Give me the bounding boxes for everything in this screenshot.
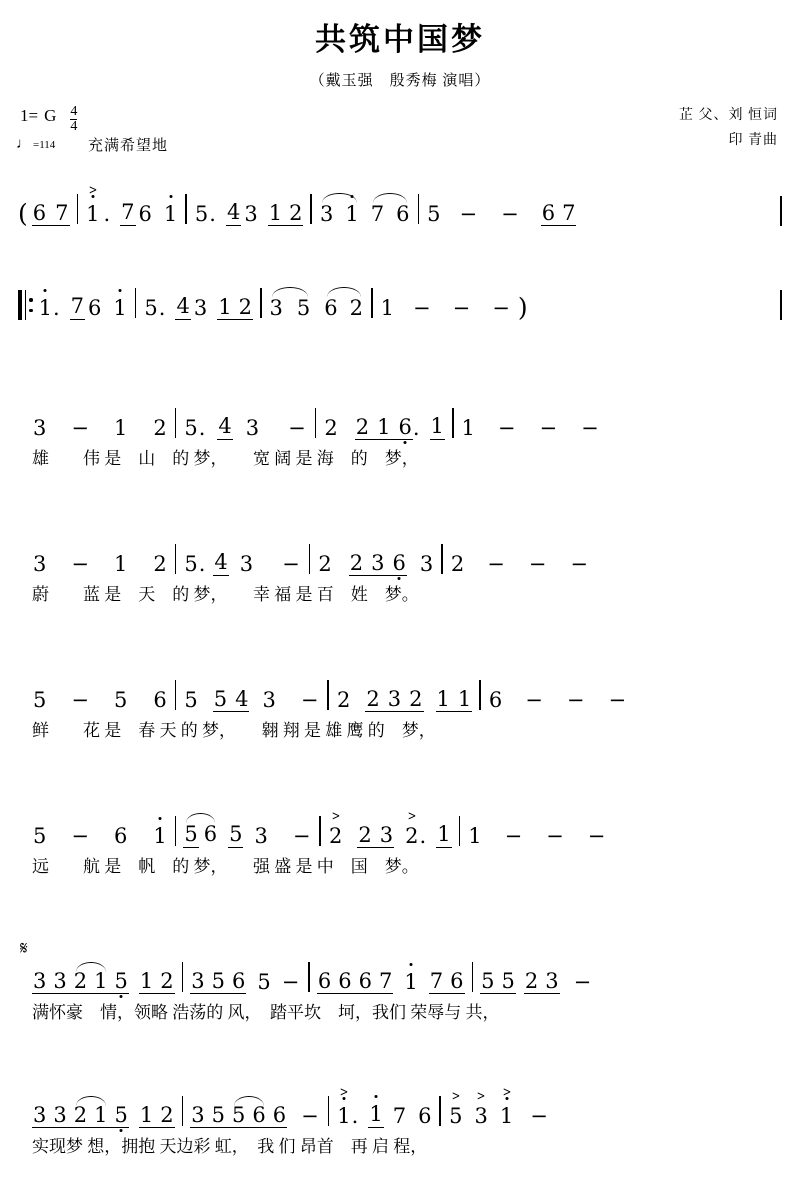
barline (182, 1096, 184, 1126)
note: 6 (450, 969, 464, 993)
beam-group (429, 971, 465, 994)
beam-group (213, 689, 250, 712)
barline-end (780, 1098, 782, 1128)
note: 6 (398, 415, 412, 439)
note: 1 (437, 822, 451, 846)
note: 3 (545, 969, 559, 993)
note: 5 (231, 1103, 246, 1127)
note: 1 (94, 1103, 108, 1127)
notes-row (18, 186, 782, 226)
open-paren: ( (18, 199, 28, 228)
barline (418, 194, 420, 224)
note: 5 (184, 822, 198, 846)
note: 5 (113, 688, 128, 712)
note: 5 (296, 296, 311, 320)
sustain-dash: − (525, 688, 543, 712)
beam-group (268, 203, 304, 226)
note: 1 (94, 969, 108, 993)
note: > 1 (499, 1104, 514, 1128)
note: 1 (113, 296, 127, 320)
system-chorus-2 (18, 1088, 782, 1192)
barline-end (780, 682, 782, 712)
note: 5 (184, 688, 198, 712)
tie-slur (269, 296, 312, 320)
note: 5 (184, 416, 198, 440)
note: 4 (214, 550, 228, 574)
note: 2 (366, 687, 380, 711)
note: 6 (541, 201, 556, 225)
note: 5 (481, 969, 495, 993)
beam-group (541, 203, 577, 226)
barline (441, 544, 443, 574)
note: 1 (404, 970, 418, 994)
note: 5 (211, 1103, 225, 1127)
beam-group (139, 1105, 175, 1128)
beam-group (32, 1105, 129, 1128)
sustain-dash: − (566, 688, 585, 712)
beam-group (436, 689, 473, 712)
expression-marking: 充满希望地 (88, 138, 169, 154)
time-signature-numerator: 4 (70, 104, 78, 119)
beam-group (139, 971, 175, 994)
beam-group (317, 971, 394, 994)
note: 1 (430, 414, 444, 438)
sheet-music-page (0, 14, 800, 1182)
sustain-dash: − (292, 824, 311, 848)
note: 1 (457, 687, 472, 711)
note: 2 (318, 552, 332, 576)
beam-group (524, 971, 560, 994)
note: 3 (33, 416, 47, 440)
tempo-marking (16, 136, 55, 153)
note: 3 (379, 823, 394, 847)
note: 6 (138, 202, 152, 226)
notes-row (18, 808, 782, 848)
note: 2 (153, 416, 167, 440)
sustain-dash: − (71, 688, 89, 712)
tie-slur (323, 296, 364, 320)
barline (185, 194, 187, 224)
note: 3 (193, 296, 208, 320)
augmentation-dot: . (198, 552, 206, 576)
note: 5 (501, 969, 515, 993)
sustain-dash: − (452, 296, 471, 320)
beam-group (349, 553, 407, 576)
note: 3 (191, 969, 205, 993)
notes-row (18, 672, 782, 712)
note: 2 (349, 296, 364, 320)
tie-slur (319, 202, 360, 226)
lyrics-row: 雄 伟 是 山 的 梦， 宽 阔 是 海 的 梦， (32, 448, 419, 468)
note: 1 (163, 202, 178, 226)
note: 2 (160, 969, 174, 993)
sustain-dash: − (546, 824, 564, 848)
sustain-dash: − (300, 688, 319, 712)
note: 4 (226, 200, 241, 224)
beam-group (355, 417, 413, 440)
note: 3 (244, 202, 258, 226)
sustain-dash: − (608, 688, 627, 712)
note: 2 (524, 969, 539, 993)
note: 3 (371, 551, 385, 575)
note: 5 (33, 824, 47, 848)
note: 5 (211, 969, 225, 993)
note: 3 (33, 1103, 47, 1127)
sustain-dash: − (504, 824, 523, 848)
note: 6 (252, 1103, 266, 1127)
augmentation-dot: . (198, 416, 206, 440)
note: 2 (450, 552, 465, 576)
note: 3 (191, 1103, 205, 1127)
augmentation-dot: . (52, 296, 60, 320)
barline (439, 1096, 441, 1126)
barline (135, 288, 137, 318)
note: 3 (262, 688, 276, 712)
sustain-dash: − (413, 296, 431, 320)
note: 4 (176, 294, 190, 318)
barline-end (780, 196, 782, 226)
barline (459, 816, 461, 846)
credit-lyricist: 芷 父、刘 恒词 (679, 108, 778, 123)
note: 1 (113, 416, 128, 440)
barline-end (780, 964, 782, 994)
key-label: 1= (20, 106, 39, 125)
sustain-dash: − (301, 1104, 319, 1128)
sustain-dash: − (497, 416, 516, 440)
note: 5 (33, 688, 47, 712)
note: 3 (33, 969, 47, 993)
note: 6 (418, 1104, 432, 1128)
sustain-dash: − (71, 416, 89, 440)
note: 3 (33, 552, 47, 576)
system-verse-2 (18, 536, 782, 640)
note: 7 (562, 201, 576, 225)
system-chorus-1 (18, 938, 782, 1058)
beam-group (190, 971, 246, 994)
beam-group (32, 203, 70, 226)
notes-row (18, 536, 782, 576)
lyrics-row: 鲜 花 是 春 天 的 梦， 翱 翔 是 雄 鹰 的 梦， (32, 720, 436, 740)
sustain-dash: − (459, 202, 478, 226)
note: 1 (468, 824, 482, 848)
sustain-dash: − (487, 552, 505, 576)
augmentation-dot: . (412, 416, 420, 440)
notes-row (18, 400, 782, 440)
note: 6 (203, 822, 218, 846)
note: 7 (370, 202, 385, 226)
lyrics-row: 实现梦 想，拥抱 天边彩 虹， 我 们 昂首 再 启 程， (32, 1136, 428, 1156)
sustain-dash: − (573, 970, 592, 994)
credits (679, 104, 778, 153)
note: 6 (317, 969, 332, 993)
barline (182, 962, 184, 992)
note: 6 (153, 688, 167, 712)
sustain-dash: − (501, 202, 519, 226)
barline-end (780, 546, 782, 576)
note: 3 (53, 1103, 67, 1127)
barline (175, 816, 177, 846)
note: 4 (218, 414, 232, 438)
note: 5 (114, 969, 128, 993)
barline (309, 544, 311, 574)
note: > 2 (404, 824, 419, 848)
note: 4 (235, 687, 249, 711)
tempo-value: =114 (33, 139, 56, 151)
note: 2 (324, 416, 338, 440)
close-paren: ) (517, 293, 528, 322)
augmentation-dot: . (419, 824, 427, 848)
barline (77, 194, 79, 224)
key-signature (20, 106, 77, 134)
barline-end (780, 818, 782, 848)
note: 5 (213, 687, 228, 711)
note: 6 (338, 969, 352, 993)
note: > 1 (85, 202, 100, 226)
note: > 1 (336, 1104, 351, 1128)
repeat-start-barline (18, 288, 33, 320)
performers-subtitle: （戴玉强 殷秀梅 演唱） (309, 73, 491, 89)
sustain-dash: − (530, 1104, 548, 1128)
note: 2 (160, 1103, 174, 1127)
system-intro-2 (18, 280, 782, 354)
note: 6 (88, 296, 102, 320)
system-intro-1 (18, 186, 782, 260)
note: 6 (113, 824, 128, 848)
barline (452, 408, 454, 438)
note: 7 (121, 200, 135, 224)
note: 1 (268, 201, 283, 225)
barline (315, 408, 317, 438)
note: 3 (419, 552, 434, 576)
note: 5 (257, 970, 271, 994)
note: 6 (272, 1103, 287, 1127)
sustain-dash: − (282, 552, 300, 576)
sustain-dash: − (71, 552, 89, 576)
time-signature-denominator: 4 (70, 119, 78, 134)
note: 6 (231, 969, 246, 993)
augmentation-dot: . (158, 296, 166, 320)
note: 3 (320, 202, 334, 226)
note: 6 (488, 688, 503, 712)
note: 2 (153, 552, 167, 576)
beam-group (217, 297, 253, 320)
time-signature (70, 105, 77, 134)
sustain-dash: − (528, 552, 547, 576)
note: 2 (73, 969, 88, 993)
beam-group (357, 825, 394, 848)
barline (175, 544, 177, 574)
note: 2 (289, 201, 303, 225)
credit-composer: 印 青曲 (728, 132, 778, 148)
note: 7 (379, 969, 393, 993)
note: 2 (73, 1103, 88, 1127)
note: 7 (429, 969, 444, 993)
system-verse-4 (18, 808, 782, 912)
sustain-dash: − (570, 552, 589, 576)
barline (371, 288, 373, 318)
note: 7 (392, 1104, 407, 1128)
note: 5 (229, 822, 243, 846)
note: 6 (324, 296, 338, 320)
note: 2 (409, 687, 423, 711)
notes-row (18, 954, 782, 994)
tie-slur (370, 202, 411, 226)
note: 1 (153, 824, 167, 848)
note: 6 (396, 202, 410, 226)
note: 2 (358, 823, 372, 847)
note: 2 (238, 295, 252, 319)
note: 5 (184, 552, 198, 576)
sustain-dash: − (71, 824, 89, 848)
beam-group (190, 1105, 287, 1128)
note: 3 (53, 969, 67, 993)
barline (308, 962, 310, 992)
notes-row (18, 280, 782, 320)
sustain-dash: − (581, 416, 599, 440)
page-title: 共筑中国梦 (315, 22, 485, 58)
system-verse-1 (18, 400, 782, 504)
barline-end (780, 290, 782, 320)
quarter-note-icon: ♩ (16, 136, 31, 152)
note: 1 (461, 416, 475, 440)
note: 1 (436, 687, 450, 711)
note: 5 (194, 202, 209, 226)
barline-end (780, 410, 782, 440)
note: 1 (218, 295, 232, 319)
note: 7 (70, 294, 85, 318)
barline (260, 288, 262, 318)
note: 2 (349, 551, 364, 575)
note: 6 (358, 969, 373, 993)
note: 3 (269, 296, 283, 320)
barline (175, 408, 177, 438)
note: 3 (239, 552, 254, 576)
note: > 3 (473, 1104, 488, 1128)
note: 5 (427, 202, 441, 226)
note: > 2 (328, 824, 343, 848)
barline (479, 680, 481, 710)
note: 1 (380, 296, 394, 320)
note: 3 (245, 416, 260, 440)
beam-group (480, 971, 516, 994)
augmentation-dot: . (351, 1104, 359, 1128)
barline (310, 194, 312, 224)
note: 3 (254, 824, 268, 848)
note: 6 (32, 201, 47, 225)
sustain-dash: − (539, 416, 558, 440)
note: 7 (55, 201, 69, 225)
note: 1 (139, 1103, 154, 1127)
sustain-dash: − (281, 970, 300, 994)
barline (319, 816, 321, 846)
note: 2 (337, 688, 351, 712)
augmentation-dot: . (103, 202, 111, 226)
note: 1 (113, 552, 128, 576)
note: 1 (345, 202, 359, 226)
note: 5 (114, 1103, 128, 1127)
score-metadata (0, 98, 800, 164)
note: 6 (392, 551, 406, 575)
segno-icon: 𝄋 (20, 938, 28, 958)
lyrics-row: 蔚 蓝 是 天 的 梦， 幸 福 是 百 姓 梦。 (32, 584, 419, 604)
barline (328, 1096, 330, 1126)
sustain-dash: − (492, 296, 510, 320)
notes-row (18, 1088, 782, 1128)
system-verse-3 (18, 672, 782, 776)
sustain-dash: − (288, 416, 306, 440)
note: 5 (144, 296, 158, 320)
lyrics-row: 满怀豪 情，领略 浩荡的 风， 踏平坎 坷，我们 荣辱与 共， (32, 1002, 500, 1022)
note: 2 (355, 415, 370, 439)
barline (327, 680, 329, 710)
tie-slur (183, 822, 218, 848)
note: > 5 (448, 1104, 463, 1128)
barline (472, 962, 474, 992)
lyrics-row: 远 航 是 帆 的 梦， 强 盛 是 中 国 梦。 (32, 856, 419, 876)
note: 1 (369, 1102, 383, 1126)
note: 3 (387, 687, 402, 711)
augmentation-dot: . (209, 202, 216, 226)
barline (175, 680, 177, 710)
beam-group (365, 689, 423, 712)
note: 1 (139, 969, 154, 993)
note: 1 (377, 415, 391, 439)
beam-group (32, 971, 129, 994)
sustain-dash: − (587, 824, 606, 848)
key-name: G (44, 106, 57, 125)
note: 1 (38, 296, 52, 320)
